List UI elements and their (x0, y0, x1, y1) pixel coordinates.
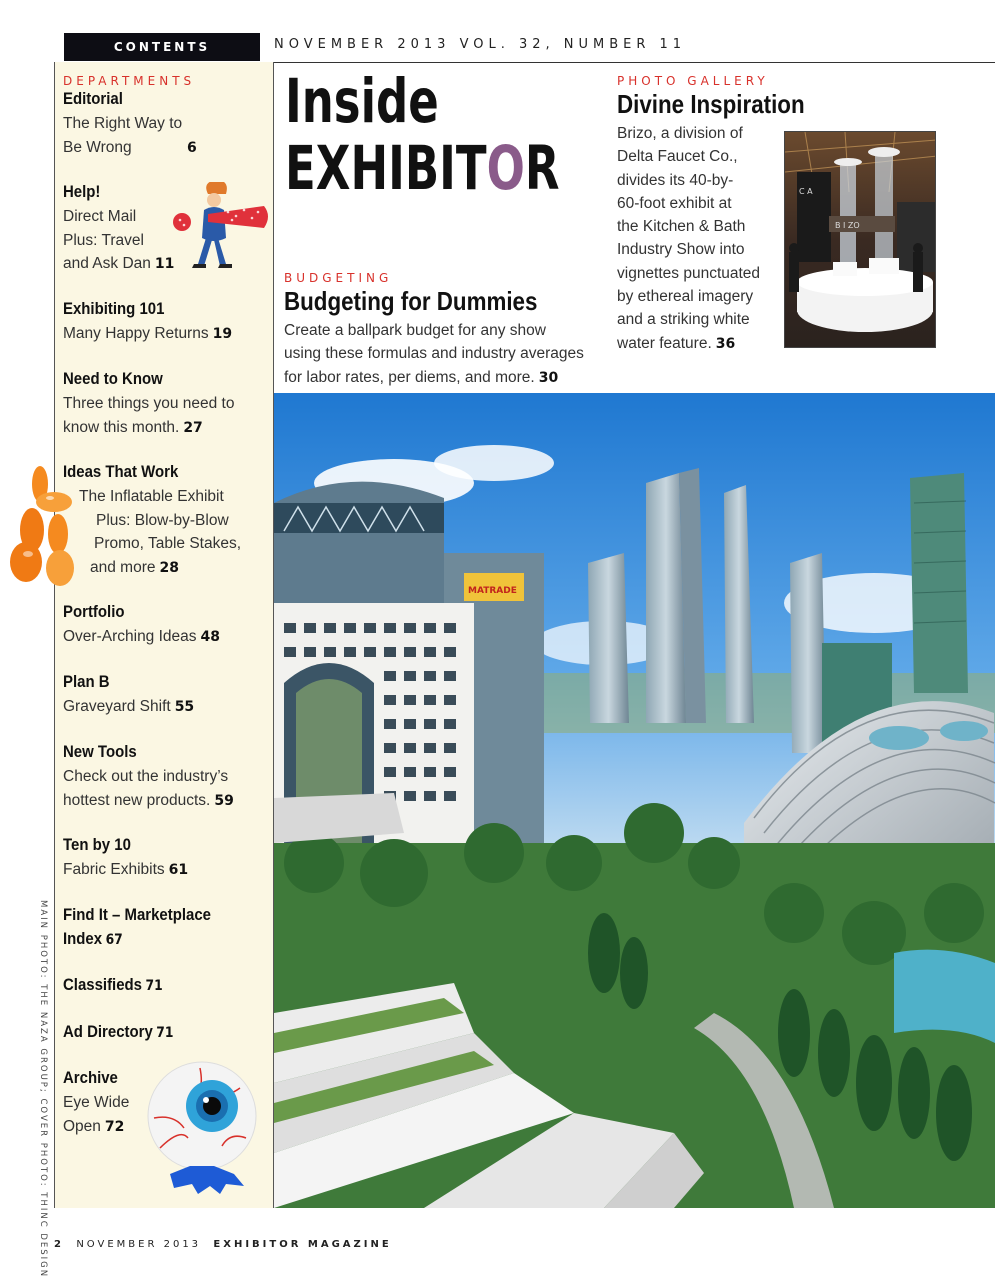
page-footer (54, 1239, 392, 1250)
dept-portfolio[interactable] (63, 601, 268, 650)
dept-desc: Three things you need to (63, 395, 235, 412)
budgeting-desc: Create a ballpark budget for any show using these formulas and industry averages for labor rates, per diems, and more. 30 (284, 322, 584, 386)
dept-title: Editorial (63, 89, 123, 108)
gallery-desc: Brizo, a division of Delta Faucet Co., divides its 40-by- 60-foot exhibit at the Kitchen & Bath Industry Show into vignettes punctuated by ethereal imagery and a striking white water feature. 36 (617, 125, 761, 352)
title-line-inside: Inside (285, 66, 439, 137)
dept-plan-b[interactable] (63, 671, 268, 720)
dept-ten-by-10[interactable] (63, 834, 268, 883)
photo-sign-brizo: B I ZO (835, 221, 860, 230)
dept-desc: Direct Mail (63, 208, 137, 225)
footer-date: NOVEMBER 2013 (76, 1239, 202, 1250)
dept-exhibiting-101[interactable] (63, 298, 268, 347)
dept-desc: hottest new products. (63, 791, 211, 809)
gallery-title[interactable]: Divine Inspiration (617, 89, 805, 119)
dept-need-to-know[interactable] (63, 368, 268, 440)
title-accent-letter: O (486, 133, 525, 204)
dept-title: Archive (63, 1068, 118, 1087)
dept-desc: Graveyard Shift (63, 698, 171, 715)
issue-line: NOVEMBER 2013 VOL. 32, NUMBER 11 (274, 37, 687, 52)
budgeting-kicker: BUDGETING (284, 271, 393, 285)
page-number: 71 (156, 1025, 174, 1041)
dept-desc: Fabric Exhibits (63, 861, 165, 878)
header-rule (274, 62, 995, 63)
dept-desc: The Inflatable Exhibit (79, 488, 224, 505)
dept-title: Ten by 10 (63, 835, 131, 854)
dept-desc: Promo, Table Stakes, (94, 535, 242, 552)
eyeball-toy-illustration (140, 1058, 264, 1200)
dept-desc: know this month. (63, 418, 180, 436)
dept-desc: Many Happy Returns (63, 325, 209, 342)
photo-credit: MAIN PHOTO: THE NAZA GROUP; COVER PHOTO: THINC DESIGN (38, 900, 48, 1279)
contents-label: CONTENTS (113, 40, 211, 54)
dept-title: Help! (63, 182, 101, 201)
dept-desc: Plus: Travel (63, 231, 144, 249)
title-line-exhibitor: EXHIBIT (285, 133, 487, 204)
dept-title: Portfolio (63, 602, 125, 621)
page-number: 6 (187, 139, 197, 156)
dept-desc: Check out the industry’s (63, 768, 229, 785)
dept-desc: Plus: Blow-by-Blow (96, 511, 229, 529)
dept-find-it[interactable] (63, 904, 268, 951)
dept-desc: and more (90, 558, 156, 576)
page-number: 36 (715, 335, 736, 352)
building-sign-matrade: MATRADE (468, 586, 517, 596)
dept-title: Classifieds (63, 975, 142, 994)
page-number: 71 (145, 978, 163, 994)
page-number: 11 (154, 256, 175, 272)
page-number: 27 (183, 419, 203, 436)
dept-desc: and Ask Dan (63, 255, 151, 272)
page-number: 72 (104, 1118, 125, 1135)
photo-sign-ca: C A (799, 187, 813, 196)
dept-title: Index (63, 929, 103, 948)
inside-exhibitor-title (285, 68, 559, 202)
dept-title: Ad Directory (63, 1022, 153, 1041)
page-number: 48 (200, 629, 221, 645)
page-number: 67 (105, 932, 123, 948)
dept-title: Need to Know (63, 369, 163, 388)
dept-title: Plan B (63, 672, 110, 691)
dept-desc: Eye Wide (63, 1094, 130, 1111)
title-line-exhibitor-end: R (524, 133, 560, 204)
contents-tab (64, 33, 260, 61)
dept-new-tools[interactable] (63, 741, 268, 813)
brizo-exhibit-photo (784, 131, 936, 348)
dept-classifieds[interactable] (63, 974, 268, 997)
dept-title: Find It – Marketplace (63, 905, 211, 924)
main-cityscape-photo (274, 393, 995, 1208)
budgeting-title[interactable]: Budgeting for Dummies (284, 286, 538, 316)
departments-kicker: DEPARTMENTS (63, 74, 196, 88)
footer-magazine: EXHIBITOR MAGAZINE (213, 1239, 392, 1250)
page-number: 59 (214, 792, 234, 809)
dept-ad-directory[interactable] (63, 1021, 268, 1044)
dept-desc: Over-Arching Ideas (63, 628, 197, 645)
dept-ideas-that-work[interactable] (63, 461, 268, 580)
page-number: 19 (212, 326, 233, 342)
dept-editorial[interactable] (63, 88, 268, 160)
dept-title: New Tools (63, 742, 137, 761)
page-number: 61 (168, 862, 189, 878)
woman-megaphone-illustration (168, 182, 272, 274)
gallery-kicker: PHOTO GALLERY (617, 74, 769, 88)
page-number: 30 (538, 369, 559, 386)
dept-title: Ideas That Work (63, 462, 179, 481)
page-number: 28 (159, 559, 179, 576)
dept-desc: The Right Way to Be Wrong (63, 115, 183, 156)
dept-title: Exhibiting 101 (63, 299, 165, 318)
dept-desc: Open (63, 1117, 101, 1135)
page-number: 55 (174, 699, 195, 715)
footer-page-number: 2 (54, 1239, 64, 1250)
